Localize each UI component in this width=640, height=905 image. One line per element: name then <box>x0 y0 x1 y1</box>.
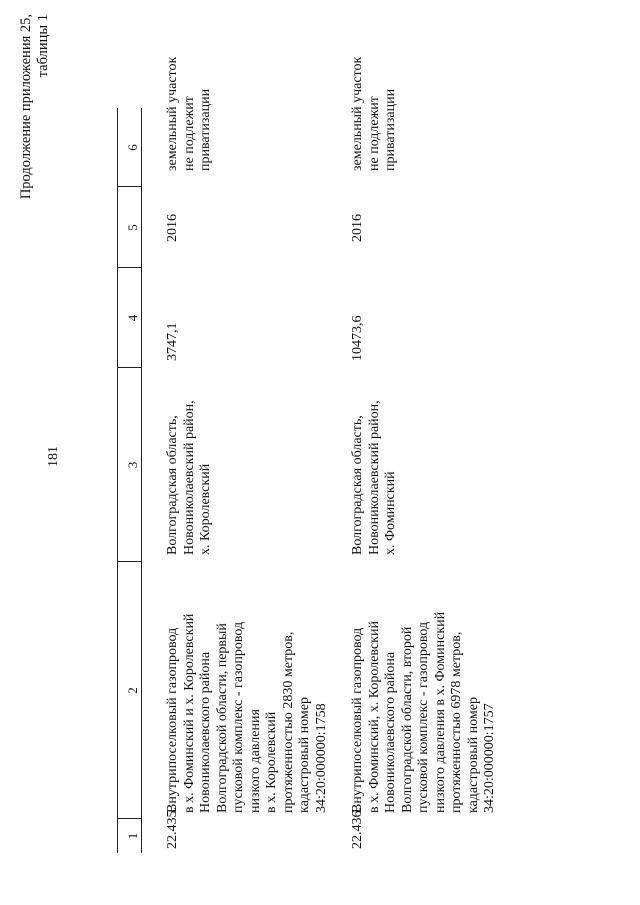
continuation-line-1: Продолжение приложения 25, <box>18 14 34 200</box>
page-number: 181 <box>46 446 61 467</box>
object-note: земельный участок не подлежит приватизации <box>350 56 398 171</box>
column-number: 3 <box>125 461 140 469</box>
object-name: Внутрипоселковый газопровод в х. Фоминский, х. Королевский Новониколаевского района Волгоградской области, второй пусковой комплекс - газопровод низкого давления в х. Фоминский протяженностью 6978 метров, кадастровый номер 34:20:000000:1757 <box>350 611 497 813</box>
column-number: 6 <box>125 144 140 151</box>
header-bottom-rule <box>141 108 142 853</box>
object-address: Волгоградская область, Новониколаевский район, х. Королевский <box>165 400 213 555</box>
object-address: Волгоградская область, Новониколаевский район, х. Фоминский <box>350 400 398 555</box>
continuation-heading <box>18 14 52 199</box>
object-value: 10473,6 <box>350 315 365 361</box>
column-number: 1 <box>125 832 140 840</box>
object-name: Внутрипоселковый газопровод в х. Фоминский и х. Королевский Новониколаевского района Волгоградской области, первый пусковой комплекс - газопровод низкого давления в х. Королевский протяженностью 2830 метров, кадастровый номер 34:20:000000:1758 <box>165 613 329 813</box>
object-note: земельный участок не подлежит приватизации <box>165 56 213 171</box>
object-year: 2016 <box>165 214 180 242</box>
object-value: 3747,1 <box>165 322 180 361</box>
row-number: 22.435. <box>165 807 180 849</box>
column-number: 4 <box>125 314 140 322</box>
object-year: 2016 <box>350 214 365 242</box>
column-number: 2 <box>125 687 140 694</box>
header-top-rule <box>117 108 118 853</box>
continuation-line-2: таблицы 1 <box>35 14 51 78</box>
row-number: 22.436. <box>350 807 365 849</box>
column-number: 5 <box>125 224 140 231</box>
